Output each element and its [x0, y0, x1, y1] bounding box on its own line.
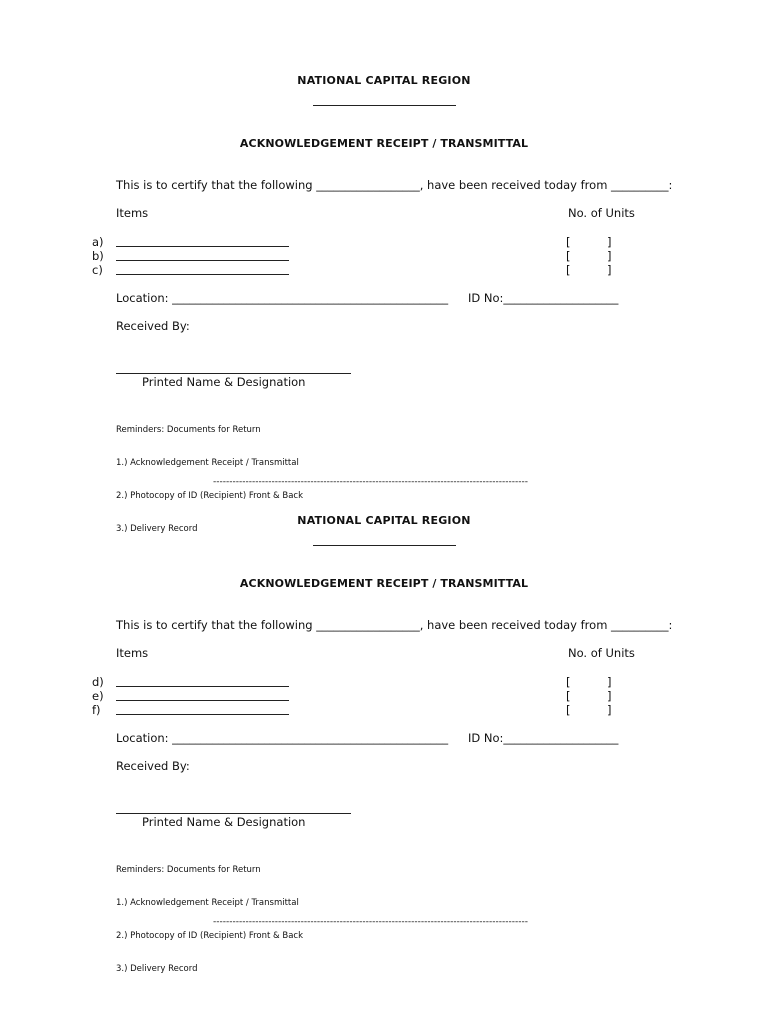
unit-bracket[interactable]: [ ]	[566, 249, 612, 263]
reminder-line: 2.) Photocopy of ID (Recipient) Front & Back	[116, 491, 304, 501]
cut-separator: -------------------------------------------------------------------------------------------------	[213, 917, 529, 927]
units-header: No. of Units	[568, 646, 635, 660]
item-line[interactable]	[116, 246, 289, 247]
item-letter: c)	[92, 263, 103, 277]
item-letter: a)	[92, 235, 104, 249]
item-line[interactable]	[116, 686, 289, 687]
signature-line[interactable]	[116, 373, 351, 374]
reminder-line: 1.) Acknowledgement Receipt / Transmittal	[116, 898, 299, 908]
received-by-label: Received By:	[116, 759, 190, 773]
item-line[interactable]	[116, 714, 289, 715]
form-title: ACKNOWLEDGEMENT RECEIPT / TRANSMITTAL	[239, 577, 529, 590]
reminder-line: 3.) Delivery Record	[116, 964, 198, 974]
reminder-line: 1.) Acknowledgement Receipt / Transmittal	[116, 458, 299, 468]
certify-statement: This is to certify that the following __________________, have been received today from __________:	[116, 618, 673, 632]
item-letter: d)	[92, 675, 104, 689]
location-field[interactable]: Location: ________________________________________________	[116, 291, 449, 305]
item-letter: f)	[92, 703, 101, 717]
region-underline	[313, 105, 456, 106]
region-heading: NATIONAL CAPITAL REGION	[297, 74, 471, 87]
location-field[interactable]: Location: ________________________________________________	[116, 731, 449, 745]
id-number-field[interactable]: ID No:____________________	[468, 731, 619, 745]
printed-name-caption: Printed Name & Designation	[142, 815, 306, 829]
item-line[interactable]	[116, 700, 289, 701]
reminder-line: 3.) Delivery Record	[116, 524, 198, 534]
unit-bracket[interactable]: [ ]	[566, 263, 612, 277]
reminder-line: Reminders: Documents for Return	[116, 425, 261, 435]
unit-bracket[interactable]: [ ]	[566, 703, 612, 717]
region-heading: NATIONAL CAPITAL REGION	[297, 514, 471, 527]
certify-statement: This is to certify that the following __________________, have been received today from __________:	[116, 178, 673, 192]
form-title: ACKNOWLEDGEMENT RECEIPT / TRANSMITTAL	[239, 137, 529, 150]
items-header: Items	[116, 646, 149, 660]
signature-line[interactable]	[116, 813, 351, 814]
item-line[interactable]	[116, 260, 289, 261]
units-header: No. of Units	[568, 206, 635, 220]
unit-bracket[interactable]: [ ]	[566, 689, 612, 703]
received-by-label: Received By:	[116, 319, 190, 333]
reminder-line: Reminders: Documents for Return	[116, 865, 261, 875]
item-line[interactable]	[116, 274, 289, 275]
item-letter: e)	[92, 689, 104, 703]
region-underline	[313, 545, 456, 546]
cut-separator: -------------------------------------------------------------------------------------------------	[213, 477, 529, 487]
items-header: Items	[116, 206, 149, 220]
item-letter: b)	[92, 249, 104, 263]
unit-bracket[interactable]: [ ]	[566, 235, 612, 249]
id-number-field[interactable]: ID No:____________________	[468, 291, 619, 305]
printed-name-caption: Printed Name & Designation	[142, 375, 306, 389]
unit-bracket[interactable]: [ ]	[566, 675, 612, 689]
reminder-line: 2.) Photocopy of ID (Recipient) Front & Back	[116, 931, 304, 941]
